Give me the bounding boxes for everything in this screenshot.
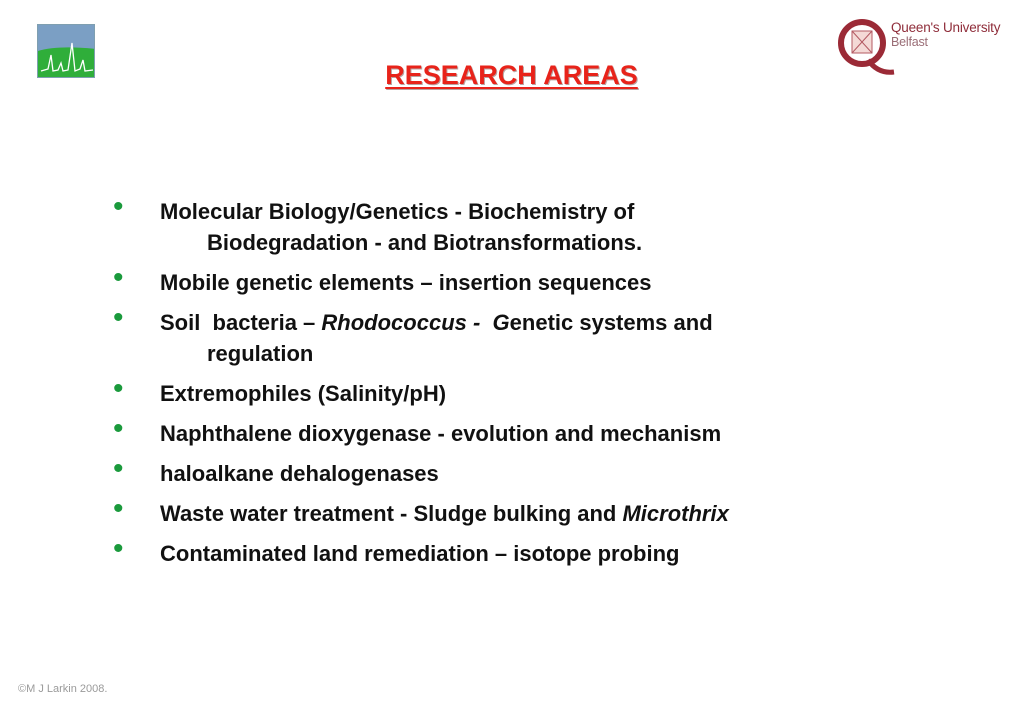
bullet-icon: •	[113, 412, 124, 445]
bullet-item	[113, 190, 893, 258]
italic-term: Rhodococcus -	[321, 310, 487, 335]
bullet-item-text	[160, 418, 893, 449]
bullet-icon: •	[113, 532, 124, 565]
bullet-item-text	[160, 307, 893, 369]
bullet-line: Mobile genetic elements – insertion sequences	[160, 270, 652, 295]
bullet-text-segment: enetic systems and	[509, 310, 713, 335]
bullet-continuation-line: Biodegradation - and Biotransformations.	[207, 230, 643, 255]
bullet-text-segment: Soil bacteria –	[160, 310, 322, 335]
university-name-line1: Queen's University	[891, 20, 1001, 35]
bullet-continuation-line: regulation	[207, 341, 314, 366]
bullet-item	[113, 301, 893, 369]
bullet-item	[113, 372, 893, 409]
bullet-item-text	[160, 538, 893, 569]
bullet-item-text	[160, 378, 893, 409]
university-name	[891, 20, 1000, 50]
bullet-line: Molecular Biology/Genetics - Biochemistry of	[160, 199, 635, 224]
bullet-line: Extremophiles (Salinity/pH)	[160, 381, 447, 406]
bullet-item	[113, 492, 893, 529]
bullet-line: Contaminated land remediation – isotope probing	[160, 541, 680, 566]
bullet-line: haloalkane dehalogenases	[160, 461, 439, 486]
bullet-item-text	[160, 196, 893, 258]
bullet-item	[113, 261, 893, 298]
italic-term: Microthrix	[622, 501, 729, 526]
italic-term: G	[486, 310, 510, 335]
bullet-icon: •	[113, 261, 124, 294]
bullet-line	[160, 310, 713, 335]
page-title: RESEARCH AREAS	[385, 60, 638, 90]
bullet-icon: •	[113, 452, 124, 485]
bullet-icon: •	[113, 492, 124, 525]
bullet-item-text	[160, 267, 893, 298]
bullet-icon: •	[113, 190, 124, 223]
bullet-icon: •	[113, 372, 124, 405]
bullet-item-text	[160, 498, 893, 529]
bullet-item	[113, 412, 893, 449]
research-areas-list	[113, 190, 893, 578]
bullet-item	[113, 532, 893, 569]
bullet-icon: •	[113, 301, 124, 334]
bullet-text-segment: Waste water treatment - Sludge bulking and	[160, 501, 623, 526]
university-name-line2: Belfast	[891, 35, 928, 49]
bullet-line	[160, 501, 729, 526]
bullet-item-text	[160, 458, 893, 489]
bullet-line: Naphthalene dioxygenase - evolution and mechanism	[160, 421, 722, 446]
bullet-item	[113, 452, 893, 489]
copyright-text: ©M J Larkin 2008.	[18, 683, 108, 695]
